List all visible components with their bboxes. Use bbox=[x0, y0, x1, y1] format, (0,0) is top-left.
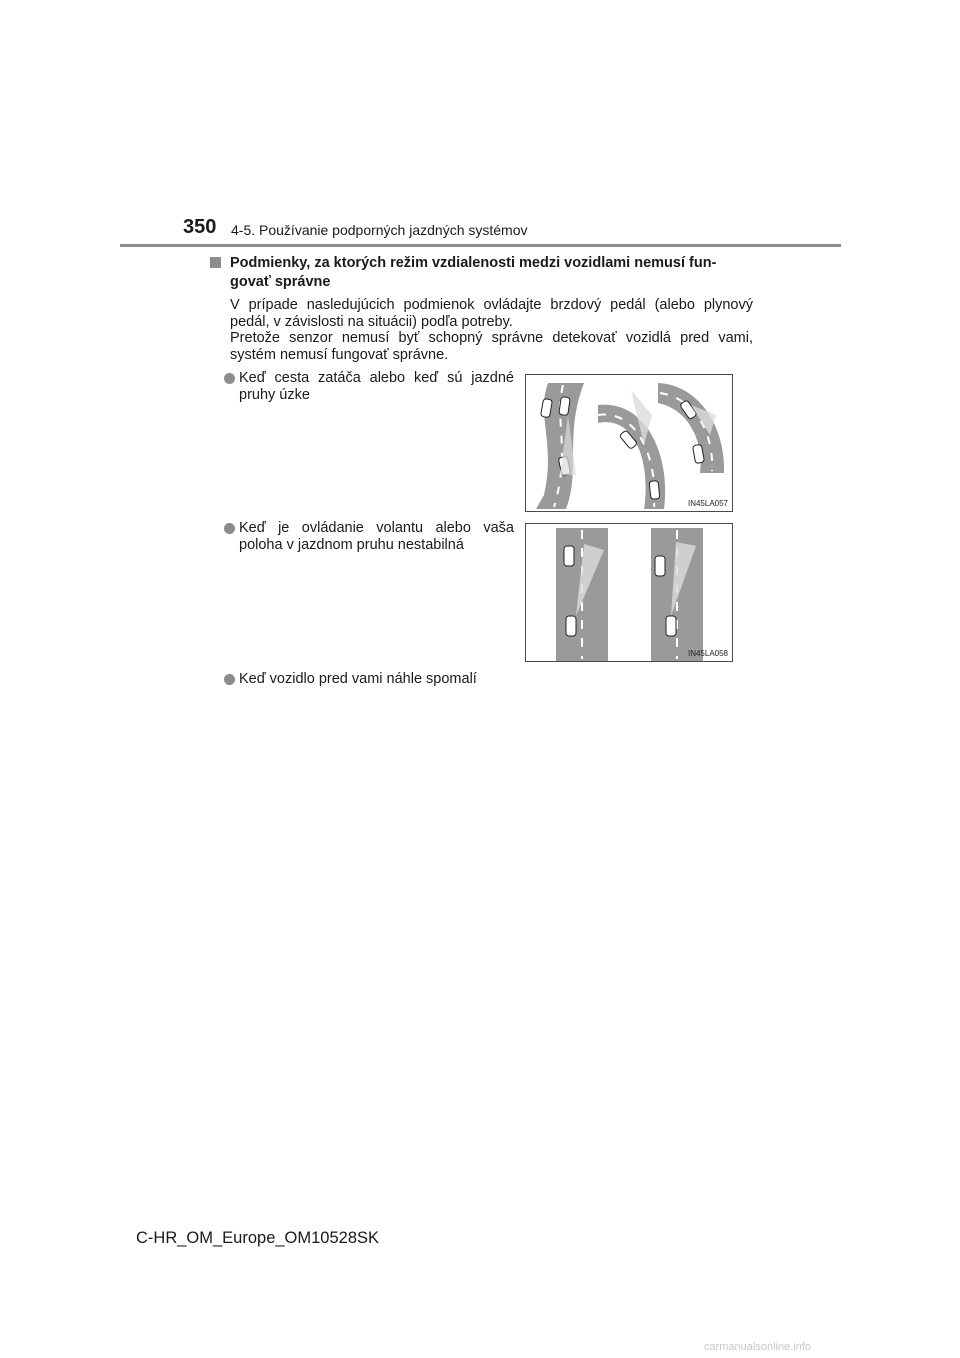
list-item bbox=[224, 671, 559, 688]
subsection-heading-text: Podmienky, za ktorých režim vzdialenosti medzi vozidlami nemusí fun- govať správne bbox=[230, 255, 717, 290]
section-title: 4-5. Používanie podporných jazdných systémov bbox=[231, 222, 528, 238]
page-number: 350 bbox=[183, 216, 217, 238]
document-code: C-HR_OM_Europe_OM10528SK bbox=[136, 1229, 380, 1247]
bullet-dot-icon bbox=[224, 373, 235, 384]
header-rule bbox=[120, 244, 841, 247]
lane-position-illustration bbox=[526, 524, 732, 661]
intro-line-1: V prípade nasledujúcich podmienok ovládajte brzdový pedál (alebo plynový pedál, v závislosti na situácii) podľa potreby. bbox=[230, 297, 753, 330]
list-item-text: Keď cesta zatáča alebo keď sú jazdné pruhy úzke bbox=[239, 370, 514, 403]
list-item bbox=[224, 520, 514, 554]
list-item-text: Keď vozidlo pred vami náhle spomalí bbox=[239, 671, 477, 687]
list-item-text: Keď je ovládanie volantu alebo vaša poloha v jazdnom pruhu nestabilná bbox=[239, 520, 514, 553]
intro-line-2: Pretože senzor nemusí byť schopný správne detekovať vozidlá pred vami, systém nemusí fungovať správne. bbox=[230, 330, 753, 363]
intro-paragraph bbox=[230, 297, 753, 363]
curved-roads-illustration bbox=[526, 375, 732, 511]
bullet-dot-icon bbox=[224, 523, 235, 534]
subsection-heading bbox=[210, 254, 754, 292]
figure-code: IN45LA058 bbox=[687, 649, 728, 658]
watermark: carmanualsonline.info bbox=[704, 1341, 812, 1353]
figure-unstable-position bbox=[525, 523, 733, 662]
figure-code: IN45LA057 bbox=[687, 499, 728, 508]
list-item bbox=[224, 370, 514, 404]
figure-curved-roads bbox=[525, 374, 733, 512]
bullet-dot-icon bbox=[224, 674, 235, 685]
